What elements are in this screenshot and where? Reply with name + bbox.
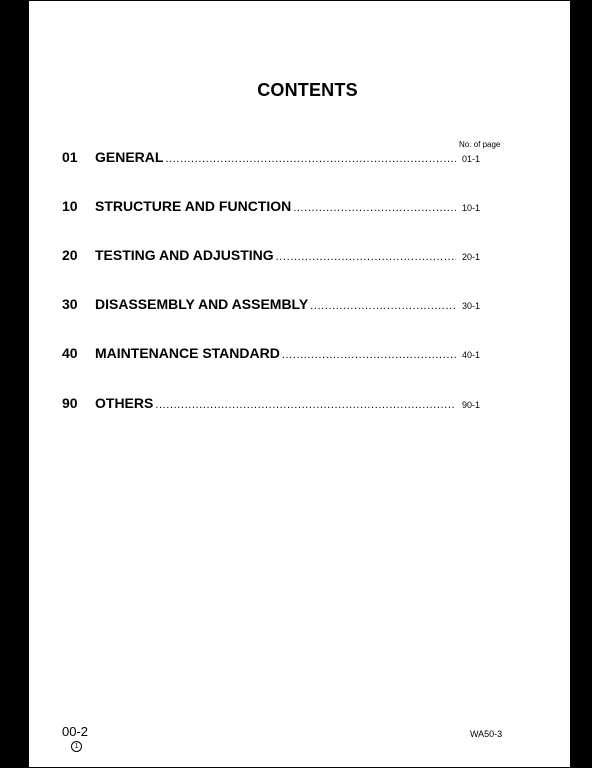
footer-page-number: 00-2: [62, 724, 89, 739]
toc-entry-page: 20-1: [462, 252, 481, 262]
toc-entry-title: MAINTENANCE STANDARD: [95, 345, 280, 361]
toc-leader-dots: [310, 300, 456, 312]
toc-entry-disassembly-and-assembly[interactable]: [62, 296, 492, 316]
toc-leader-dots: [276, 251, 456, 263]
page-column-header: No. of page: [459, 140, 501, 149]
toc-entry-page: 90-1: [462, 400, 481, 410]
footer-model-code: WA50-3: [470, 729, 503, 739]
toc-entry-number: 20: [62, 247, 78, 263]
toc-entry-number: 90: [62, 395, 78, 411]
toc-entry-title: TESTING AND ADJUSTING: [95, 247, 274, 263]
toc-entry-number: 01: [62, 149, 78, 165]
table-of-contents: [29, 1, 570, 767]
toc-entry-structure-and-function[interactable]: [62, 198, 492, 218]
toc-entry-others[interactable]: [62, 395, 492, 415]
toc-entry-title: OTHERS: [95, 395, 154, 411]
toc-entry-title: GENERAL: [95, 149, 164, 165]
toc-leader-dots: [293, 202, 456, 214]
toc-entry-number: 10: [62, 198, 78, 214]
toc-leader-dots: [165, 153, 456, 165]
toc-entry-number: 40: [62, 345, 78, 361]
toc-entry-page: 10-1: [462, 203, 481, 213]
toc-entry-page: 30-1: [462, 301, 481, 311]
toc-entry-maintenance-standard[interactable]: [62, 345, 492, 365]
toc-leader-dots: [155, 399, 456, 411]
document-page: [29, 1, 570, 767]
toc-entry-number: 30: [62, 296, 78, 312]
page-title: CONTENTS: [257, 80, 358, 100]
toc-entry-title: DISASSEMBLY AND ASSEMBLY: [95, 296, 309, 312]
revision-mark: 1: [71, 741, 82, 752]
toc-entry-title: STRUCTURE AND FUNCTION: [95, 198, 292, 214]
toc-leader-dots: [282, 349, 456, 361]
toc-entry-general[interactable]: [62, 149, 492, 169]
toc-entry-testing-and-adjusting[interactable]: [62, 247, 492, 267]
toc-entry-page: 01-1: [462, 154, 481, 164]
toc-entry-page: 40-1: [462, 350, 481, 360]
